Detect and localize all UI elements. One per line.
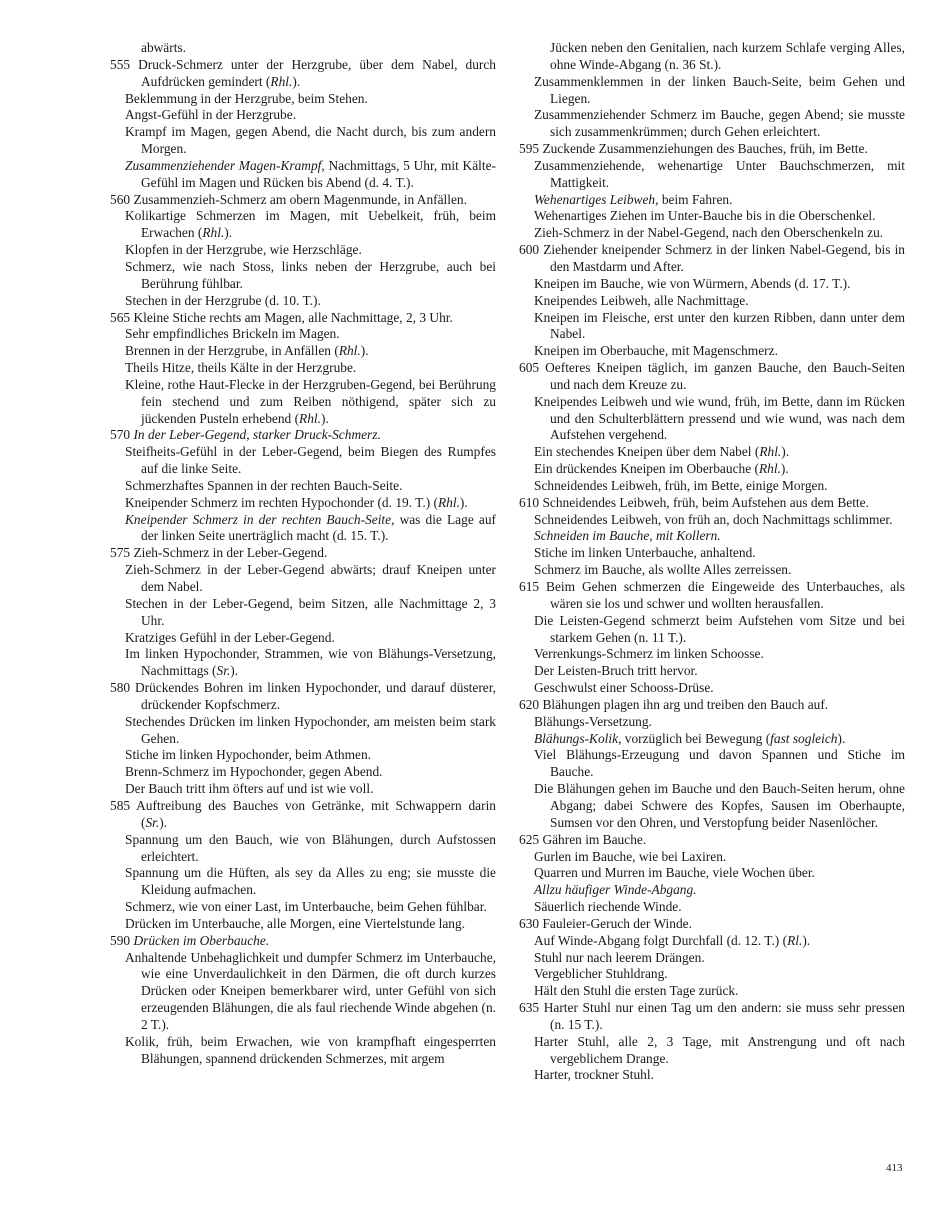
entry-number: 630 (519, 915, 543, 931)
entry-number: 590 (110, 932, 134, 948)
symptom-entry-numbered (110, 57, 496, 91)
entry-text: Gähren im Bauche. (542, 831, 647, 847)
symptom-entry: Allzu häufiger Winde-Abgang. (534, 882, 697, 898)
symptom-entry: Schneiden im Bauche, mit Kollern. (534, 528, 721, 544)
entry-text: Schneidendes Leibweh, früh, beim Aufstehen aus dem Bette. (542, 494, 869, 510)
symptom-entry: Hält den Stuhl die ersten Tage zurück. (534, 983, 739, 999)
symptom-entry-continuation: Jücken neben den Genitalien, nach kurzem Schlafe verging Alles, ohne Winde-Abgang (n. 36 St.). (550, 40, 905, 72)
entry-text: Zusammenzieh-Schmerz am obern Magenmunde, in Anfällen. (133, 191, 467, 207)
right-column (519, 40, 905, 1084)
entry-number: 615 (519, 579, 547, 594)
entry-text: Druck-Schmerz unter der Herzgrube, über dem Nabel, durch Aufdrücken gemindert (Rhl.). (138, 56, 496, 89)
entry-number: 580 (110, 680, 135, 696)
symptom-entry: Auf Winde-Abgang folgt Durchfall (d. 12. T.) (Rl.). (534, 932, 811, 948)
symptom-entry: Der Leisten-Bruch tritt hervor. (534, 663, 698, 679)
symptom-entry: Krampf im Magen, gegen Abend, die Nacht durch, bis zum andern Morgen. (125, 124, 496, 157)
symptom-entry: Brenn-Schmerz im Hypochonder, gegen Abend. (125, 764, 383, 780)
symptom-entry: Klopfen in der Herzgrube, wie Herzschläge. (125, 242, 362, 258)
symptom-entry-numbered (519, 579, 905, 613)
symptom-entry: Schmerzhaftes Spannen in der rechten Bauch-Seite. (125, 477, 403, 493)
symptom-entry: Sehr empfindliches Brickeln im Magen. (125, 326, 340, 342)
symptom-entry: Kneipender Schmerz im rechten Hypochonder (d. 19. T.) (Rhl.). (125, 494, 468, 510)
entry-number: 585 (110, 797, 137, 813)
symptom-entry-numbered (519, 360, 905, 394)
entry-text: Beim Gehen schmerzen die Eingeweide des Unterbauches, als wären sie los und schwer und wollten herausfallen. (546, 579, 905, 611)
symptom-entry: Spannung um die Hüften, als sey da Alles zu eng; sie musste die Kleidung aufmachen. (125, 865, 496, 898)
entry-text: Oefteres Kneipen täglich, im ganzen Bauche, den Bauch-Seiten und nach dem Kreuze zu. (545, 360, 905, 392)
symptom-entry: Kolik, früh, beim Erwachen, wie von krampfhaft eingesperrten Blähungen, spannend drückenden Schmerzes, mit argem (125, 1033, 496, 1066)
entry-text: Drückendes Bohren im linken Hypochonder, und darauf düsterer, drückender Kopfschmerz. (134, 680, 497, 712)
symptom-entry: Harter Stuhl, alle 2, 3 Tage, mit Anstrengung und oft nach vergeblichem Drange. (534, 1033, 905, 1066)
symptom-entry: Kneipen im Fleische, erst unter den kurzen Ribben, dann unter dem Nabel. (534, 309, 905, 342)
symptom-entry-numbered (110, 798, 496, 832)
symptom-entry: Ein drückendes Kneipen im Oberbauche (Rhl.). (534, 461, 789, 477)
symptom-entry: Theils Hitze, theils Kälte in der Herzgrube. (125, 360, 357, 376)
symptom-entry: Drücken im Unterbauche, alle Morgen, eine Viertelstunde lang. (125, 915, 466, 931)
entry-text: Zieh-Schmerz in der Leber-Gegend. (133, 545, 328, 561)
symptom-entry: Kolikartige Schmerzen im Magen, mit Uebelkeit, früh, beim Erwachen (Rhl.). (125, 208, 496, 241)
entry-number: 560 (110, 191, 134, 207)
symptom-entry: Stiche im linken Hypochonder, beim Athmen. (125, 747, 372, 763)
symptom-entry: Kneipender Schmerz in der rechten Bauch-Seite, was die Lage auf der linken Seite unerträglich macht (d. 15. T.). (125, 511, 496, 544)
symptom-entry: Quarren und Murren im Bauche, viele Wochen über. (534, 865, 815, 881)
symptom-entry: Geschwulst einer Schooss-Drüse. (534, 680, 714, 696)
symptom-entry-numbered (519, 916, 905, 933)
symptom-entry: Blähungs-Kolik, vorzüglich bei Bewegung (fast sogleich). (534, 730, 846, 746)
symptom-entry: Spannung um den Bauch, wie von Blähungen, durch Aufstossen erleichtert. (125, 831, 496, 864)
symptom-entry: Stechen in der Herzgrube (d. 10. T.). (125, 292, 321, 308)
symptom-entry: Brennen in der Herzgrube, in Anfällen (Rhl.). (125, 343, 369, 359)
entry-number: 625 (519, 831, 543, 847)
symptom-entry-numbered (110, 310, 496, 327)
symptom-entry: Kneipen im Oberbauche, mit Magenschmerz. (534, 343, 778, 359)
symptom-entry: Stechendes Drücken im linken Hypochonder, am meisten beim stark Gehen. (125, 713, 496, 746)
symptom-entry: Schmerz im Bauche, als wollte Alles zerreissen. (534, 562, 792, 578)
symptom-entry: Die Blähungen gehen im Bauche und den Bauch-Seiten herum, ohne Abgang; dabei Schwere des Kopfes, Sausen im Oberhaupte, Sumsen vor den Ohren, und Verstopfung beider Nasenlöcher. (534, 781, 905, 830)
symptom-entry: Zieh-Schmerz in der Nabel-Gegend, nach den Oberschenkeln zu. (534, 225, 884, 241)
symptom-entry: Zusammenziehender Schmerz im Bauche, gegen Abend; sie musste sich zusammenkrümmen; durch Gehen erleichtert. (534, 107, 905, 140)
symptom-entry: Schmerz, wie von einer Last, im Unterbauche, beim Gehen fühlbar. (125, 899, 487, 915)
entry-number: 610 (519, 494, 543, 510)
symptom-entry: Ein stechendes Kneipen über dem Nabel (Rhl.). (534, 444, 790, 460)
symptom-entry: Kleine, rothe Haut-Flecke in der Herzgruben-Gegend, bei Berührung fein stechend und zum Reiben nöthigend, später sich zu jückenden Pusteln erhebend (Rhl.). (125, 376, 496, 426)
symptom-entry: Säuerlich riechende Winde. (534, 899, 682, 915)
symptom-entry-numbered (519, 242, 905, 276)
symptom-entry: Zusammenziehender Magen-Krampf, Nachmittags, 5 Uhr, mit Kälte-Gefühl im Magen und Rücken bis Abend (d. 4. T.). (125, 157, 496, 190)
symptom-entry-numbered (110, 680, 496, 714)
symptom-entry-numbered (519, 832, 905, 849)
symptom-entry: Blähungs-Versetzung. (534, 713, 652, 729)
symptom-entry: Der Bauch tritt ihm öfters auf und ist wie voll. (125, 781, 374, 797)
entry-text: In der Leber-Gegend, starker Druck-Schmerz. (133, 427, 381, 443)
symptom-entry-numbered (110, 427, 496, 444)
entry-number: 620 (519, 696, 543, 712)
symptom-entry-continuation: abwärts. (141, 40, 186, 55)
entry-number: 570 (110, 427, 134, 443)
symptom-entry: Vergeblicher Stuhldrang. (534, 966, 668, 982)
symptom-entry: Schneidendes Leibweh, früh, im Bette, einige Morgen. (534, 477, 828, 493)
symptom-entry: Verrenkungs-Schmerz im linken Schoosse. (534, 646, 764, 662)
symptom-entry: Die Leisten-Gegend schmerzt beim Aufstehen vom Sitze und bei starkem Gehen (n. 11 T.). (534, 612, 905, 645)
entry-text: Ziehender kneipender Schmerz in der linken Nabel-Gegend, bis in den Mastdarm und After. (543, 242, 905, 274)
entry-number: 575 (110, 545, 134, 561)
entry-text: Kleine Stiche rechts am Magen, alle Nachmittage, 2, 3 Uhr. (133, 309, 453, 325)
symptom-entry: Schmerz, wie nach Stoss, links neben der Herzgrube, auch bei Berührung fühlbar. (125, 258, 496, 291)
symptom-entry: Harter, trockner Stuhl. (534, 1067, 654, 1083)
entry-text: Drücken im Oberbauche. (133, 932, 270, 948)
entry-number: 555 (110, 56, 139, 72)
symptom-entry-numbered (110, 192, 496, 209)
symptom-entry: Kneipen im Bauche, wie von Würmern, Abends (d. 17. T.). (534, 275, 851, 291)
symptom-entry: Stiche im linken Unterbauche, anhaltend. (534, 545, 756, 561)
symptom-entry: Kratziges Gefühl in der Leber-Gegend. (125, 629, 335, 645)
symptom-entry: Angst-Gefühl in der Herzgrube. (125, 107, 297, 123)
symptom-entry: Kneipendes Leibweh und wie wund, früh, im Bette, dann im Rücken und den Schulterblättern pressend und wie wund, was nach dem Aufstehen vergehend. (534, 393, 905, 443)
symptom-entry-numbered (110, 545, 496, 562)
symptom-entry: Stuhl nur nach leerem Drängen. (534, 949, 705, 965)
symptom-entry: Gurlen im Bauche, wie bei Laxiren. (534, 848, 727, 864)
symptom-entry: Steifheits-Gefühl in der Leber-Gegend, beim Biegen des Rumpfes auf die linke Seite. (125, 444, 496, 477)
entry-number: 600 (519, 242, 544, 258)
page-number: 413 (886, 1162, 903, 1174)
symptom-entry: Kneipendes Leibweh, alle Nachmittage. (534, 292, 749, 308)
symptom-entry-numbered (519, 141, 905, 158)
symptom-entry-numbered (519, 697, 905, 714)
symptom-entry: Wehenartiges Leibweh, beim Fahren. (534, 191, 733, 207)
symptom-entry-numbered (519, 1000, 905, 1034)
entry-text: Zuckende Zusammenziehungen des Bauches, früh, im Bette. (542, 141, 868, 157)
entry-text: Blähungen plagen ihn arg und treiben den Bauch auf. (542, 696, 829, 712)
symptom-entry: Zieh-Schmerz in der Leber-Gegend abwärts; drauf Kneipen unter dem Nabel. (125, 562, 496, 594)
symptom-entry: Anhaltende Unbehaglichkeit und dumpfer Schmerz im Unterbauche, wie eine Unverdaulichkeit in den Därmen, die oft durch kurzes Drücken oder Kneipen bemerkbarer wird, unter Gefühl von sich erzeugenden Blähungen, die als faul riechende Winde abgehen (n. 2 T.). (125, 949, 496, 1032)
entry-number: 595 (519, 141, 543, 157)
symptom-entry: Zusammenklemmen in der linken Bauch-Seite, beim Gehen und Liegen. (534, 73, 905, 106)
entry-text: Harter Stuhl nur einen Tag um den andern: sie muss sehr pressen (n. 15 T.). (543, 1000, 906, 1032)
symptom-entry-numbered (519, 495, 905, 512)
symptom-entry: Schneidendes Leibweh, von früh an, doch Nachmittags schlimmer. (534, 511, 893, 527)
left-column (110, 40, 496, 1067)
symptom-entry: Stechen in der Leber-Gegend, beim Sitzen, alle Nachmittage 2, 3 Uhr. (125, 595, 496, 628)
symptom-entry: Zusammenziehende, wehenartige Unter Bauchschmerzen, mit Mattigkeit. (534, 157, 905, 190)
entry-text: Auftreibung des Bauches von Getränke, mit Schwappern darin (Sr.). (136, 797, 496, 830)
symptom-entry: Beklemmung in der Herzgrube, beim Stehen. (125, 90, 368, 106)
symptom-entry-numbered (110, 933, 496, 950)
symptom-entry: Viel Blähungs-Erzeugung und davon Spannen und Stiche im Bauche. (534, 747, 905, 780)
symptom-entry: Im linken Hypochonder, Strammen, wie von Blähungs-Versetzung, Nachmittags (Sr.). (125, 646, 496, 679)
entry-number: 565 (110, 309, 134, 325)
entry-number: 605 (519, 360, 546, 376)
entry-text: Fauleier-Geruch der Winde. (542, 915, 692, 931)
symptom-entry: Wehenartiges Ziehen im Unter-Bauche bis in die Oberschenkel. (534, 208, 876, 224)
entry-number: 635 (519, 1000, 544, 1016)
